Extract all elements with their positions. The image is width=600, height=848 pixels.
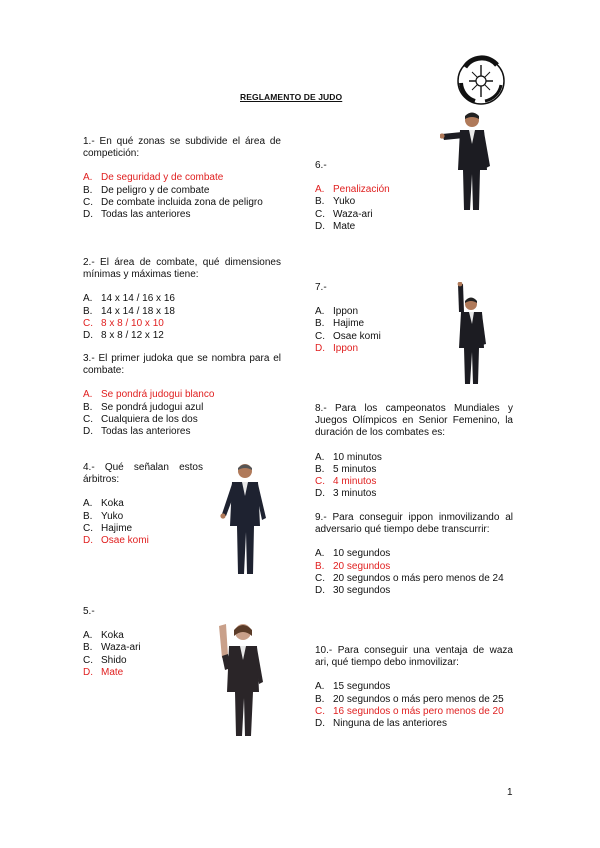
- question-stem: 8.- Para los campeonatos Mundiales y Juegos Olímpicos en Senior Femenino, la duración de los combates es:: [315, 403, 513, 439]
- option-letter: B.: [315, 693, 325, 705]
- option-text: Todas las anteriores: [101, 209, 191, 221]
- answer-option: [315, 585, 513, 597]
- question-8: [315, 403, 513, 500]
- question-2: [83, 257, 281, 342]
- option-letter: C.: [315, 705, 325, 717]
- option-letter: C.: [315, 330, 325, 342]
- answer-option: [83, 642, 203, 654]
- question-stem: 9.- Para conseguir ippon inmovilizando al adversario qué tiempo debe transcurrir:: [315, 512, 513, 536]
- answer-option-correct: [83, 318, 281, 330]
- question-3: [83, 353, 281, 438]
- answer-option: [315, 209, 425, 221]
- answer-option: [83, 655, 203, 667]
- question-stem: 3.- El primer judoka que se nombra para el combate:: [83, 353, 281, 377]
- answer-option: [83, 209, 281, 221]
- option-letter: D.: [315, 585, 325, 597]
- option-letter: C.: [83, 522, 93, 534]
- option-letter: C.: [83, 413, 93, 425]
- answer-options: [315, 184, 425, 233]
- answer-option: [315, 718, 513, 730]
- option-text: Ippon: [333, 342, 359, 354]
- option-letter: C.: [83, 317, 93, 329]
- option-text: Mate: [101, 666, 124, 678]
- option-letter: A.: [83, 630, 93, 642]
- answer-options: [315, 306, 425, 355]
- answer-option-correct: [83, 172, 281, 184]
- answer-option: [315, 548, 513, 560]
- option-text: 8 x 8 / 10 x 10: [101, 317, 164, 329]
- question-stem: 10.- Para conseguir una ventaja de waza ari, qué tiempo debo inmovilizar:: [315, 645, 513, 669]
- answer-option-correct: [83, 389, 281, 401]
- judo-federation-logo: [455, 55, 507, 107]
- option-letter: D.: [83, 330, 93, 342]
- question-6: [315, 160, 425, 233]
- question-stem: 7.-: [315, 282, 327, 293]
- option-text: Koka: [101, 630, 124, 642]
- answer-option: [315, 681, 513, 693]
- option-text: Waza-ari: [333, 208, 373, 220]
- question-1: [83, 136, 281, 221]
- option-text: 20 segundos: [333, 560, 391, 572]
- answer-options: [315, 548, 513, 597]
- answer-option: [83, 414, 281, 426]
- option-letter: B.: [315, 196, 325, 208]
- answer-option: [83, 293, 281, 305]
- answer-option: [315, 221, 425, 233]
- answer-option: [83, 426, 281, 438]
- question-4: [83, 462, 203, 547]
- answer-option-correct: [315, 184, 425, 196]
- answer-option-correct: [315, 706, 513, 718]
- option-text: De seguridad y de combate: [101, 172, 224, 184]
- option-letter: D.: [315, 488, 325, 500]
- option-text: 4 minutos: [333, 476, 377, 488]
- option-letter: D.: [315, 718, 325, 730]
- answer-options: [315, 681, 513, 730]
- option-text: De combate incluida zona de peligro: [101, 196, 263, 208]
- page-title: REGLAMENTO DE JUDO: [240, 92, 343, 102]
- answer-option: [315, 331, 425, 343]
- answer-option: [83, 630, 203, 642]
- answer-option-correct: [315, 561, 513, 573]
- option-letter: D.: [83, 426, 93, 438]
- answer-options: [83, 172, 281, 221]
- option-text: 30 segundos: [333, 585, 391, 597]
- option-text: Osae komi: [333, 330, 381, 342]
- referee-figure-q5: [215, 620, 265, 740]
- answer-option: [83, 511, 203, 523]
- option-text: Yuko: [101, 510, 124, 522]
- option-text: Se pondrá judogui azul: [101, 401, 204, 413]
- option-text: Yuko: [333, 196, 356, 208]
- option-letter: B.: [83, 510, 93, 522]
- option-letter: B.: [83, 642, 93, 654]
- question-stem: 1.- En qué zonas se subdivide el área de competición:: [83, 136, 281, 160]
- question-10: [315, 645, 513, 730]
- answer-option: [83, 197, 281, 209]
- option-text: Todas las anteriores: [101, 426, 191, 438]
- question-stem: 5.-: [83, 606, 95, 617]
- option-text: Mate: [333, 220, 356, 232]
- question-9: [315, 512, 513, 597]
- answer-option: [83, 402, 281, 414]
- option-letter: C.: [315, 476, 325, 488]
- answer-option-correct: [83, 535, 203, 547]
- answer-option: [315, 196, 425, 208]
- option-text: 10 minutos: [333, 451, 382, 463]
- option-letter: C.: [83, 196, 93, 208]
- answer-option: [315, 452, 513, 464]
- option-text: Ninguna de las anteriores: [333, 718, 447, 730]
- answer-option: [83, 498, 203, 510]
- question-stem: 6.-: [315, 160, 327, 171]
- option-text: Shido: [101, 654, 127, 666]
- option-letter: B.: [83, 401, 93, 413]
- option-letter: A.: [83, 498, 93, 510]
- answer-option: [83, 330, 281, 342]
- option-text: Koka: [101, 498, 124, 510]
- option-text: 10 segundos: [333, 548, 391, 560]
- option-text: Osae komi: [101, 535, 149, 547]
- option-letter: B.: [315, 463, 325, 475]
- answer-option: [315, 464, 513, 476]
- option-letter: B.: [83, 305, 93, 317]
- option-letter: A.: [315, 451, 325, 463]
- option-text: 8 x 8 / 12 x 12: [101, 330, 164, 342]
- answer-options: [83, 389, 281, 438]
- answer-option: [83, 523, 203, 535]
- answer-options: [83, 293, 281, 342]
- option-letter: D.: [83, 535, 93, 547]
- option-letter: A.: [83, 293, 93, 305]
- option-letter: D.: [315, 342, 325, 354]
- option-letter: A.: [83, 389, 93, 401]
- answer-option: [83, 185, 281, 197]
- referee-figure-q7: [450, 282, 490, 386]
- option-text: 20 segundos o más pero menos de 25: [333, 693, 504, 705]
- option-letter: A.: [315, 184, 325, 196]
- answer-option-correct: [315, 476, 513, 488]
- option-letter: D.: [83, 209, 93, 221]
- option-text: Se pondrá judogui blanco: [101, 389, 215, 401]
- answer-option: [315, 488, 513, 500]
- option-text: 20 segundos o más pero menos de 24: [333, 572, 504, 584]
- referee-figure-q4: [220, 462, 270, 577]
- answer-option: [315, 573, 513, 585]
- option-text: 3 minutos: [333, 488, 377, 500]
- option-text: 15 segundos: [333, 681, 391, 693]
- question-stem: 4.- Qué señalan estos árbitros:: [83, 462, 203, 486]
- question-stem: 2.- El área de combate, qué dimensiones mínimas y máximas tiene:: [83, 257, 281, 281]
- answer-option-correct: [83, 667, 203, 679]
- answer-options: [315, 452, 513, 501]
- answer-option: [315, 306, 425, 318]
- question-5: [83, 606, 203, 679]
- option-letter: A.: [315, 306, 325, 318]
- option-letter: C.: [315, 572, 325, 584]
- option-text: 14 x 14 / 16 x 16: [101, 293, 175, 305]
- option-text: Cualquiera de los dos: [101, 413, 198, 425]
- option-letter: D.: [83, 666, 93, 678]
- option-letter: D.: [315, 220, 325, 232]
- option-letter: C.: [83, 654, 93, 666]
- option-letter: A.: [315, 681, 325, 693]
- answer-option: [315, 318, 425, 330]
- option-text: Waza-ari: [101, 642, 141, 654]
- page-number: 1: [507, 787, 513, 798]
- option-letter: A.: [83, 172, 93, 184]
- option-text: Hajime: [101, 522, 133, 534]
- answer-option: [315, 694, 513, 706]
- option-text: Penalización: [333, 184, 390, 196]
- option-letter: A.: [315, 548, 325, 560]
- option-text: Hajime: [333, 318, 365, 330]
- option-text: 14 x 14 / 18 x 18: [101, 305, 175, 317]
- option-letter: C.: [315, 208, 325, 220]
- question-7: [315, 282, 425, 355]
- referee-figure-q6: [440, 110, 500, 214]
- option-text: De peligro y de combate: [101, 184, 210, 196]
- answer-options: [83, 498, 203, 547]
- option-letter: B.: [83, 184, 93, 196]
- option-text: 5 minutos: [333, 463, 377, 475]
- answer-options: [83, 630, 203, 679]
- option-text: Ippon: [333, 306, 359, 318]
- answer-option-correct: [315, 343, 425, 355]
- option-text: 16 segundos o más pero menos de 20: [333, 705, 504, 717]
- answer-option: [83, 306, 281, 318]
- option-letter: B.: [315, 318, 325, 330]
- option-letter: B.: [315, 560, 325, 572]
